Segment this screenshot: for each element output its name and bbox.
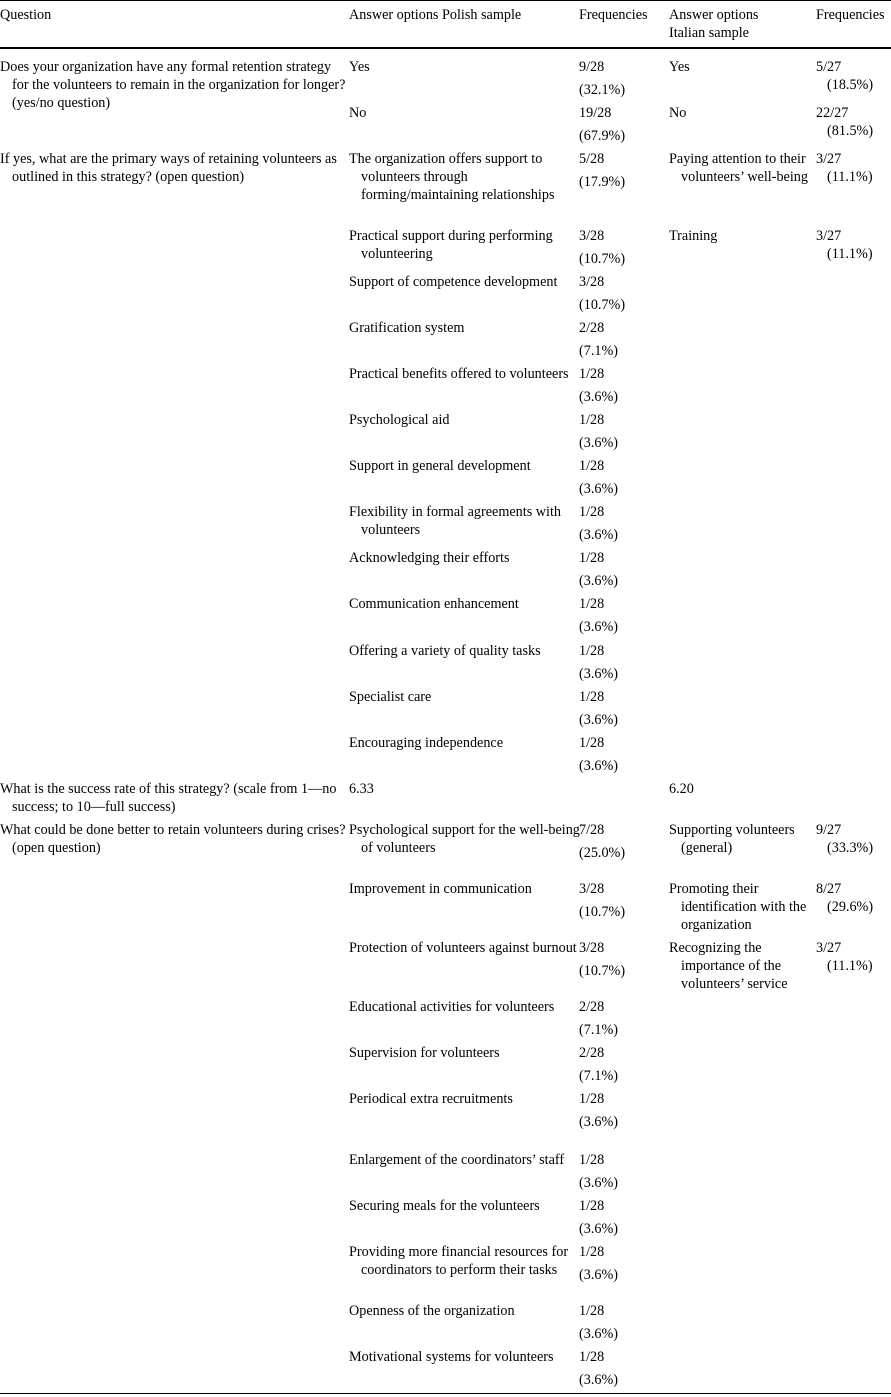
italian-answer: Paying attention to their volunteers’ well-being: [669, 151, 808, 185]
header-italian-answer: Answer options Italian sample: [669, 7, 759, 41]
polish-frequency: 5/28 (17.9%): [579, 151, 626, 190]
polish-answer: The organization offers support to volunteers through forming/maintaining relationships: [349, 151, 555, 203]
italian-success-rate: 6.20: [669, 781, 694, 797]
header-question: Question: [0, 7, 52, 23]
polish-frequency: 1/28 (3.6%): [579, 1198, 619, 1237]
polish-answer: Providing more financial resources for coordinators to perform their tasks: [349, 1244, 569, 1278]
table-header-rule: [0, 47, 891, 49]
polish-frequency: 1/28 (3.6%): [579, 1303, 619, 1342]
table-top-rule: [0, 0, 891, 1]
polish-frequency: 2/28 (7.1%): [579, 1045, 619, 1084]
italian-frequency: 3/27 (11.1%): [816, 940, 873, 974]
polish-answer: Psychological aid: [349, 412, 450, 428]
polish-frequency: 7/28 (25.0%): [579, 822, 626, 861]
polish-frequency: 1/28 (3.6%): [579, 1244, 619, 1283]
polish-answer: Openness of the organization: [349, 1303, 515, 1319]
polish-answer: Yes: [349, 59, 370, 75]
polish-frequency: 1/28 (3.6%): [579, 735, 619, 774]
polish-frequency: 1/28 (3.6%): [579, 1152, 619, 1191]
header-polish-frequencies: Frequencies: [579, 7, 648, 23]
polish-frequency: 1/28 (3.6%): [579, 1091, 619, 1130]
italian-answer: Recognizing the importance of the volunteers’ service: [669, 940, 788, 992]
polish-answer: Support in general development: [349, 458, 531, 474]
polish-frequency: 1/28 (3.6%): [579, 504, 619, 543]
polish-frequency: 1/28 (3.6%): [579, 1349, 619, 1388]
italian-answer: Supporting volunteers (general): [669, 822, 795, 856]
italian-frequency: 3/27 (11.1%): [816, 151, 873, 185]
italian-frequency: 5/27 (18.5%): [816, 59, 874, 93]
table-bottom-rule: [0, 1393, 891, 1394]
polish-answer: Gratification system: [349, 320, 465, 336]
polish-answer: Practical support during performing volunteering: [349, 228, 553, 262]
polish-answer: Specialist care: [349, 689, 432, 705]
polish-answer: Protection of volunteers against burnout: [349, 940, 577, 956]
polish-answer: Securing meals for the volunteers: [349, 1198, 540, 1214]
italian-answer: Yes: [669, 59, 690, 75]
polish-answer: Psychological support for the well-being of volunteers: [349, 822, 580, 856]
italian-frequency: 8/27 (29.6%): [816, 881, 874, 915]
italian-answer: No: [669, 105, 687, 121]
polish-frequency: 2/28 (7.1%): [579, 320, 619, 359]
polish-answer: Educational activities for volunteers: [349, 999, 555, 1015]
polish-frequency: 1/28 (3.6%): [579, 458, 619, 497]
polish-answer: Supervision for volunteers: [349, 1045, 500, 1061]
italian-answer: Promoting their identification with the organization: [669, 881, 807, 933]
polish-answer: Encouraging independence: [349, 735, 504, 751]
polish-frequency: 9/28 (32.1%): [579, 59, 626, 98]
question-retention-strategy: Does your organization have any formal retention strategy for the volunteers to remain in the organization for longer? (yes/no question): [0, 59, 346, 111]
polish-frequency: 3/28 (10.7%): [579, 940, 626, 979]
polish-success-rate: 6.33: [349, 781, 374, 797]
polish-answer: Support of competence development: [349, 274, 558, 290]
question-retention-ways: If yes, what are the primary ways of retaining volunteers as outlined in this strategy? (open question): [0, 151, 337, 185]
polish-frequency: 1/28 (3.6%): [579, 412, 619, 451]
italian-frequency: 9/27 (33.3%): [816, 822, 874, 856]
polish-frequency: 1/28 (3.6%): [579, 366, 619, 405]
italian-frequency: 22/27 (81.5%): [816, 105, 874, 139]
polish-answer: Motivational systems for volunteers: [349, 1349, 554, 1365]
polish-answer: Improvement in communication: [349, 881, 532, 897]
italian-answer: Training: [669, 228, 718, 244]
polish-frequency: 2/28 (7.1%): [579, 999, 619, 1038]
polish-answer: Enlargement of the coordinators’ staff: [349, 1152, 565, 1168]
polish-frequency: 3/28 (10.7%): [579, 228, 626, 267]
polish-frequency: 3/28 (10.7%): [579, 881, 626, 920]
polish-frequency: 1/28 (3.6%): [579, 596, 619, 635]
polish-answer: No: [349, 105, 367, 121]
question-do-better: What could be done better to retain volunteers during crises? (open question): [0, 822, 346, 856]
header-italian-frequencies: Frequencies: [816, 7, 885, 23]
polish-frequency: 19/28 (67.9%): [579, 105, 626, 144]
polish-frequency: 1/28 (3.6%): [579, 689, 619, 728]
question-success-rate: What is the success rate of this strategy? (scale from 1—no success; to 10—full success): [0, 781, 337, 815]
polish-answer: Offering a variety of quality tasks: [349, 643, 541, 659]
polish-answer: Periodical extra recruitments: [349, 1091, 513, 1107]
polish-frequency: 1/28 (3.6%): [579, 643, 619, 682]
polish-answer: Acknowledging their efforts: [349, 550, 510, 566]
polish-answer: Flexibility in formal agreements with volunteers: [349, 504, 561, 538]
polish-frequency: 3/28 (10.7%): [579, 274, 626, 313]
polish-answer: Communication enhancement: [349, 596, 519, 612]
polish-answer: Practical benefits offered to volunteers: [349, 366, 569, 382]
italian-frequency: 3/27 (11.1%): [816, 228, 873, 262]
polish-frequency: 1/28 (3.6%): [579, 550, 619, 589]
header-polish-answer: Answer options Polish sample: [349, 7, 522, 23]
